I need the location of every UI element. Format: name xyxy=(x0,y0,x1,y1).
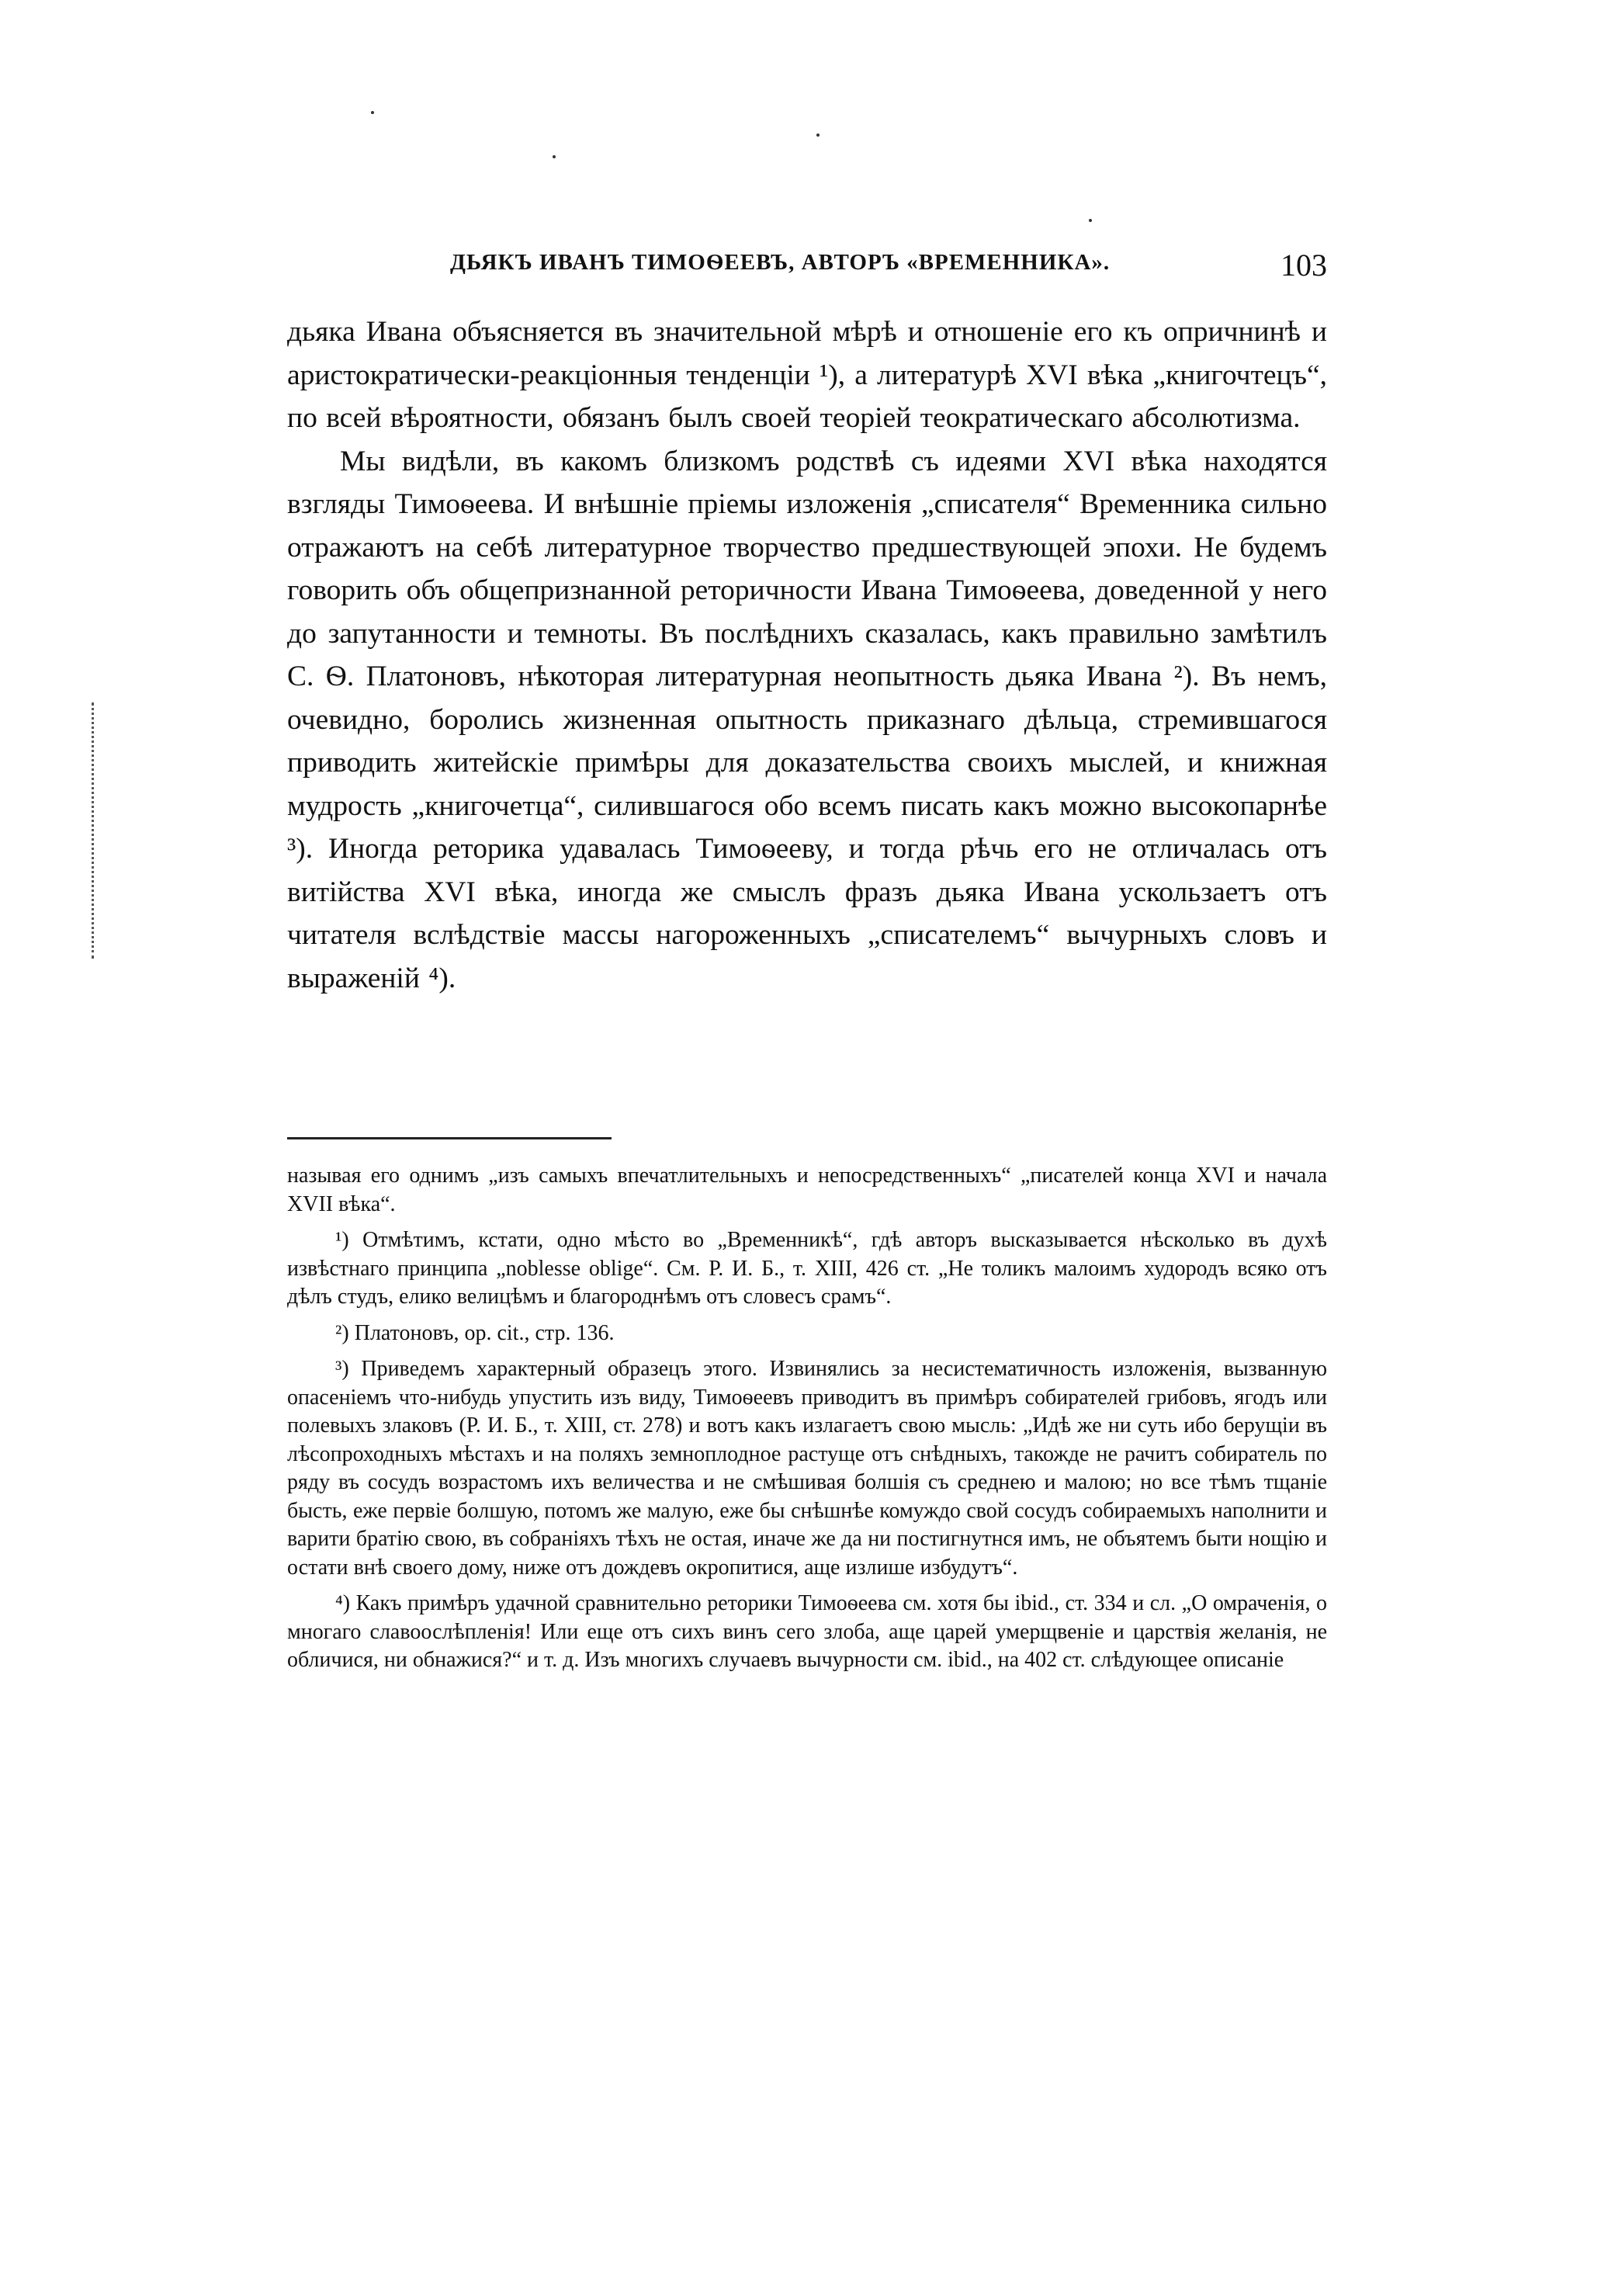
paragraph-continuation: дьяка Ивана объясняется въ значительной мѣрѣ и отношеніе его къ опричнинѣ и аристократически-реакціонныя тенденціи ¹), а литературѣ XVI вѣка „книгочтецъ“, по всей вѣроятности, обязанъ былъ своей теоріей теократическаго абсолютизма. xyxy=(287,316,1327,434)
page-header xyxy=(287,247,1327,286)
running-title: ДЬЯКЪ ИВАНЪ ТИМОѲЕЕВЪ, АВТОРЪ «ВРЕМЕННИКА». xyxy=(450,250,1111,275)
footnote-2: ²) Платоновъ, op. cit., стр. 136. xyxy=(335,1320,615,1345)
scan-speck xyxy=(553,155,556,158)
footnote-divider xyxy=(287,1137,612,1139)
binding-margin-marks xyxy=(92,702,99,959)
page-number: 103 xyxy=(1280,248,1327,283)
footnote-4: ⁴) Какъ примѣръ удачной сравнительно реторики Тимоѳеева см. хотя бы ibid., ст. 334 и сл. „О омраченія, о многаго славоослѣпленія! Или еще отъ сихъ винъ сего злоба, аще царей умерщвеніе и царствія желанія, не обличися, ни обнажися?“ и т. д. Изъ многихъ случаевъ вычурности см. ibid., на 402 ст. слѣдующее описаніе xyxy=(287,1591,1327,1672)
scan-speck xyxy=(1089,219,1092,222)
footnotes xyxy=(287,1162,1327,1675)
paragraph: Мы видѣли, въ какомъ близкомъ родствѣ съ идеями XVI вѣка находятся взгляды Тимоѳеева. И внѣшніе пріемы изложенія „списателя“ Временника сильно отражаютъ на себѣ литературное творчество предшествующей эпохи. Не будемъ говорить объ общепризнанной реторичности Ивана Тимоѳеева, доведенной у него до запутанности и темноты. Въ послѣднихъ сказалась, какъ правильно замѣтилъ С. Ѳ. Платоновъ, нѣкоторая литературная неопытность дьяка Ивана ²). Въ немъ, очевидно, боролись жизненная опытность приказнаго дѣльца, стремившагося приводить житейскіе примѣры для доказательства своихъ мыслей, и книжная мудрость „книгочетца“, силившагося обо всемъ писать какъ можно высокопарнѣе ³). Иногда реторика удавалась Тимоѳееву, и тогда рѣчь его не отличалась отъ витійства XVI вѣка, иногда же смыслъ фразъ дьяка Ивана ускользаетъ отъ читателя вслѣдствіе массы нагороженныхъ „списателемъ“ вычурныхъ словъ и выраженій ⁴). xyxy=(287,445,1327,994)
main-text xyxy=(287,310,1327,1000)
footnote-3: ³) Приведемъ характерный образецъ этого. Извинялись за несистематичность изложенія, вызванную опасеніемъ что-нибудь упустить изъ виду, Тимоѳеевъ приводитъ въ примѣръ собирателей грибовъ, ягодъ или полевыхъ злаковъ (Р. И. Б., т. XIII, ст. 278) и вотъ какъ излагаетъ свою мысль: „Идѣ же ни суть ибо берущіи въ лѣсопроходныхъ мѣстахъ и на поляхъ земноплодное растуще отъ снѣдныхъ, такожде не рачитъ собиратель по ряду въ сосудъ возрастомъ ихъ величества и не смѣшивая болшія съ среднею и малою; но все тѣмъ тщаніе бысть, еже первіе болшую, потомъ же малую, еже бы снѣшнѣе комуждо свой сосудъ собираемыхъ наполнити и варити братію свою, въ собраніяхъ тѣхъ не остая, иначе же да ни постигнутнся имъ, не объятемъ быти нощію и остати внѣ своего дому, ниже отъ дождевъ окропитися, аще излише избудутъ“. xyxy=(287,1357,1327,1580)
footnote-1: ¹) Отмѣтимъ, кстати, одно мѣсто во „Временникѣ“, гдѣ авторъ высказывается нѣсколько въ духѣ извѣстнаго принципа „noblesse oblige“. См. Р. И. Б., т. XIII, 426 ст. „Не толикъ малоимъ худородъ всяко отъ дѣлъ студъ, елико велицѣмъ и благороднѣмъ отъ словесъ срамъ“. xyxy=(287,1228,1327,1309)
scan-speck xyxy=(816,134,820,137)
footnote-continuation: называя его однимъ „изъ самыхъ впечатлительныхъ и непосредственныхъ“ „писателей конца XVI и начала XVII вѣка“. xyxy=(287,1164,1327,1216)
scan-speck xyxy=(371,111,374,114)
